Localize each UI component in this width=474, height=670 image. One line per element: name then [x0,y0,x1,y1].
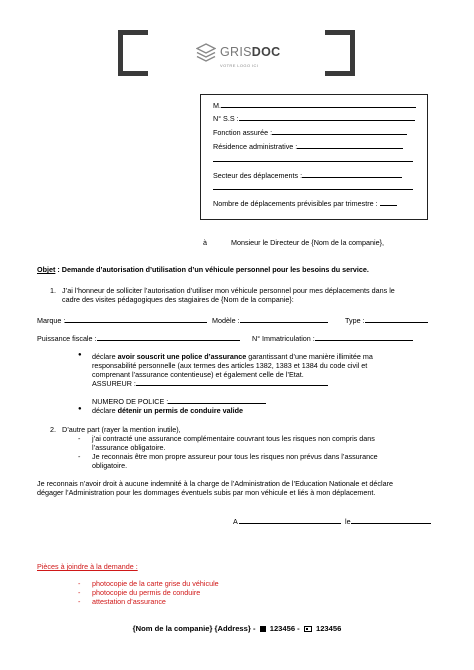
logo [196,42,286,72]
field-secteur-cont [213,183,413,192]
closing-line2: dégager l’Administration pour les dommages éventuels subis par mon véhicule et liés à mon déplacement. [37,488,376,497]
logo-bracket-left [118,30,148,76]
dash-2: - [78,452,81,461]
field-secteur: Secteur des déplacements : [213,171,402,180]
field-puissance: Puissance fiscale : [37,334,240,343]
field-modele: Modèle : [212,316,328,325]
logo-brand: GRISDOC [220,45,281,59]
attachment-item-2: photocopie du permis de conduire [92,588,201,597]
bullet2-line: déclare détenir un permis de conduire valide [92,406,243,415]
sender-info-box [200,94,428,220]
bullet1-line1: déclare avoir souscrit une police d’assurance garantissant d’une manière illimitée ma [92,352,373,361]
para2-option1-line2: l’assurance obligatoire. [92,443,166,452]
para2-option2-line2: obligatoire. [92,461,128,470]
bullet1-line2: responsabilité personnelle (aux termes des articles 1382, 1383 et 1384 du code civil et [92,361,368,370]
field-assureur: ASSUREUR : [92,379,328,388]
bullet-dot-1: ● [78,352,82,358]
field-fonction: Fonction assurée : [213,128,407,137]
logo-bracket-right [325,30,355,76]
para1-number: 1. [50,286,56,295]
recipient: Monsieur le Directeur de {Nom de la companie}, [231,238,385,247]
field-marque: Marque : [37,316,207,325]
para1-line1: J’ai l’honneur de solliciter l’autorisation d’utiliser mon véhicule personnel pour mes déplacements dans le [62,286,395,295]
phone-icon [260,626,266,632]
signature-place: A [233,517,341,526]
field-nombre: Nombre de déplacements prévisibles par trimestre : [213,199,397,208]
attachment-dash-3: - [78,597,81,606]
attachment-item-3: attestation d’assurance [92,597,166,606]
para2-number: 2. [50,425,56,434]
footer: {Nom de la companie} {Address} - 123456 - 123456 [132,624,342,633]
field-police: NUMERO DE POLICE : [92,397,266,406]
attachment-item-1: photocopie de la carte grise du véhicule [92,579,219,588]
signature-date: le [345,517,431,526]
subject-line: Objet : Demande d’autorisation d’utilisation d’un véhicule personnel pour les besoins du service. [37,265,369,274]
bullet-dot-2: ● [78,406,82,412]
recipient-a: à [203,238,207,247]
attachment-dash-2: - [78,588,81,597]
field-residence-cont [213,155,413,164]
layers-icon [196,42,216,64]
dash-1: - [78,434,81,443]
para1-line2: cadre des visites pédagogiques des stagiaires de {Nom de la companie}: [62,295,294,304]
field-m: M. [213,101,416,110]
attachment-dash-1: - [78,579,81,588]
closing-line1: Je reconnais n’avoir droit à aucune indemnité à la charge de l’Administration de l’Education Nationale et déclare [37,479,393,488]
field-residence: Résidence administrative : [213,142,403,151]
bullet1-line3: comprenant l’assurance contentieuse) et également celle de l’Etat. [92,370,304,379]
para2-option2-line1: Je reconnais être mon propre assureur pour tous les risques non prévus dans l’assurance [92,452,378,461]
fax-icon [304,626,312,632]
attachments-title: Pièces à joindre à la demande : [37,562,138,571]
field-type: Type : [345,316,428,325]
logo-tagline: VOTRE LOGO ICI [220,63,259,68]
para2-intro: D’autre part (rayer la mention inutile), [62,425,181,434]
para2-option1-line1: j’ai contracté une assurance complémentaire couvrant tous les risques non compris dans [92,434,375,443]
field-immatriculation: N° Immatriculation : [252,334,413,343]
field-ns: N° S.S : [213,114,415,123]
